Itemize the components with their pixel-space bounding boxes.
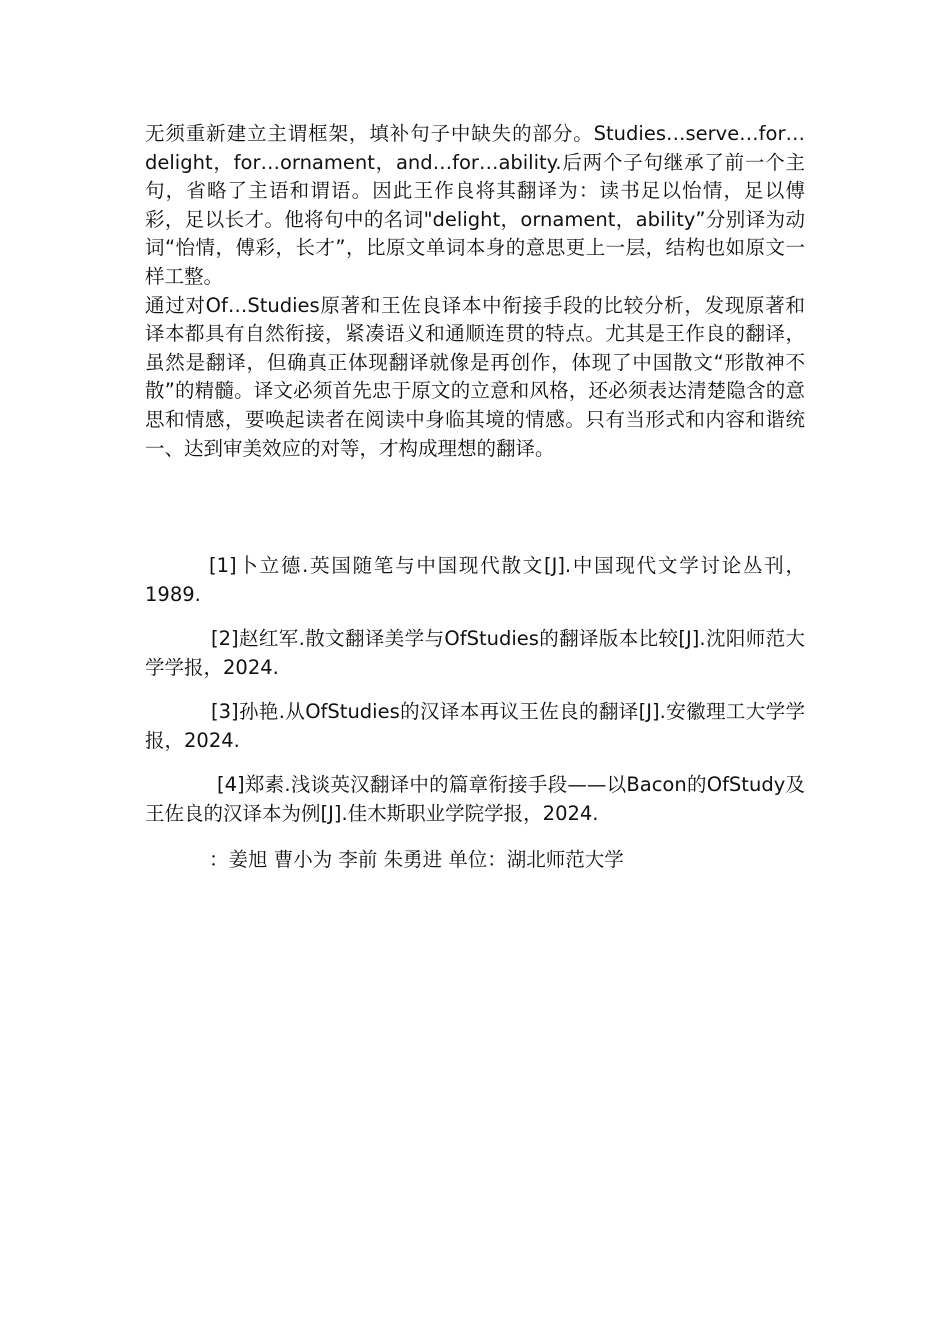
reference-list [145, 551, 805, 843]
reference-item-1: [1]卜立德.英国随笔与中国现代散文[J].中国现代文学讨论丛刊，1989. [145, 554, 805, 606]
reference-item-4: [4]郑素.浅谈英汉翻译中的篇章衔接手段——以Bacon的OfStudy及王佐良的汉译本为例[J].佳木斯职业学院学报，2024. [145, 773, 805, 825]
author-affiliation-line: ：姜旭 曹小为 李前 朱勇进 单位：湖北师范大学 [209, 848, 624, 871]
body-text [145, 120, 805, 463]
body-paragraph-2: 通过对Of…Studies原著和王佐良译本中衔接手段的比较分析，发现原著和译本都具有自然衔接，紧凑语义和通顺连贯的特点。尤其是王作良的翻译，虽然是翻译，但确真正体现翻译就像是再创作，体现了中国散文“形散神不散”的精髓。译文必须首先忠于原文的立意和风格，还必须表达清楚隐含的意思和情感，要唤起读者在阅读中身临其境的情感。只有当形式和内容和谐统一、达到审美效应的对等，才构成理想的翻译。 [145, 293, 805, 460]
reference-item-3: [3]孙艳.从OfStudies的汉译本再议王佐良的翻译[J].安徽理工大学学报，2024. [145, 700, 805, 752]
reference-item-2: [2]赵红军.散文翻译美学与OfStudies的翻译版本比较[J].沈阳师范大学学报，2024. [145, 627, 805, 679]
body-paragraph-1: 无须重新建立主谓框架，填补句子中缺失的部分。Studies…serve…for…delight，for…ornament，and…for…ability.后两个子句继承了前一个主句，省略了主语和谓语。因此王作良将其翻译为：读书足以怡情，足以傅彩，足以长才。他将句中的名词"delight，ornament，ability”分别译为动词“怡情，傅彩，长才”，比原文单词本身的意思更上一层，结构也如原文一样工整。 [145, 122, 805, 288]
